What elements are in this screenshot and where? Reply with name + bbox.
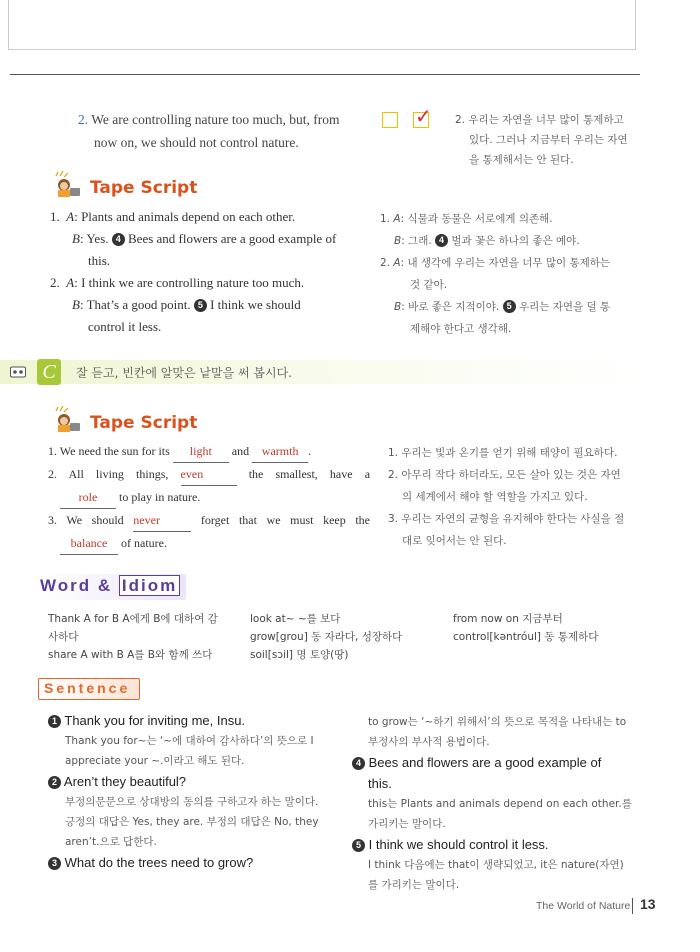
section-c-instruction: 잘 듣고, 빈칸에 알맞은 낱말을 써 봅시다. xyxy=(76,366,292,380)
number-badge: 4 xyxy=(435,234,448,247)
footer-divider xyxy=(632,898,633,914)
fill-in-sentences: 1. We need the sun for its light and warmth . 2. All living things, even the smallest, have a role to play in nature. 3. We should never forget that we must keep the balance of nature. xyxy=(48,440,370,555)
word-idiom-title: Word & Idiom xyxy=(40,576,180,596)
tape-script-title: Tape Script xyxy=(90,178,198,198)
sentence-right-column: to grow는 ‘~하기 위해서’의 뜻으로 목적을 나타내는 to 부정사의 부사적 용법이다. 4 Bees and flowers are a good example of this. this는 Plants and animals depend on each other.를 가리키는 말이다. 5 I think we should control it less. I think 다음에는 that이 생략되었고, it은 nature(자연) 를 가리키는 말이다. xyxy=(352,712,642,895)
tape-script-1-korean: 1. A: 식물과 동물은 서로에게 의존해. B: 그래. 4 벌과 꽃은 하나의 좋은 예야. 2. A: 내 생각에 우리는 자연을 너무 많이 통제하는 것 같아. B: 바로 좋은 지적이야. 5 우리는 자연을 덜 통 제해야 한다고 생각해. xyxy=(380,213,611,335)
reader-girl-icon xyxy=(46,405,86,433)
number-badge: 4 xyxy=(352,757,365,770)
top-rule xyxy=(10,74,640,75)
number-badge: 1 xyxy=(48,715,61,728)
section-c-badge: C xyxy=(37,359,61,385)
blank-answer[interactable]: role xyxy=(60,486,116,509)
vocab-column-1: Thank A for B A에게 B에 대하여 감 사하다 share A with B A를 B와 함께 쓰다 xyxy=(48,613,218,661)
footer-section-title: The World of Nature xyxy=(536,900,631,912)
sentence-title: Sentence xyxy=(44,680,131,696)
sentence-3: 3. We should never forget that we must keep the xyxy=(48,509,370,532)
number-badge: 4 xyxy=(112,233,125,246)
vocab-column-2: look at~ ~를 보다 grow[grou] 동 자라다, 성장하다 soil[sɔil] 명 토양(땅) xyxy=(250,613,403,661)
number-badge: 5 xyxy=(352,839,365,852)
sentence-2: 2. All living things, even the smallest, have a xyxy=(48,463,370,486)
number-badge: 5 xyxy=(503,300,516,313)
question-number: 2. xyxy=(78,112,89,127)
number-badge: 3 xyxy=(48,857,61,870)
cassette-icon xyxy=(10,365,26,384)
blank-answer[interactable]: balance xyxy=(60,532,118,555)
question-2: 2. We are controlling nature too much, but, from now on, we should not control nature. xyxy=(78,112,340,150)
tape-script-1-english: 1. A: Plants and animals depend on each other. B: Yes. 4 Bees and flowers are a good example of this. 2. A: I think we are controlling nature too much. B: That’s a good point. 5 I think we should control it less. xyxy=(50,209,337,334)
blank-answer[interactable]: never xyxy=(133,509,191,532)
sentence-left-column: 1 Thank you for inviting me, Insu. Thank you for~는 ‘~에 대하여 감사하다’의 뜻으로 I appreciate your ~.이라고 해도 된다. 2 Aren’t they beautiful? 부정의문문으로 상대방의 동의를 구하고자 하는 말이다. 긍정의 대답은 Yes, they are. 부정의 대답은 No, they aren’t.으로 답한다. 3 What do the trees need to grow? xyxy=(48,710,338,873)
vocab-column-3: from now on 지금부터 control[kəntróul] 동 통제하다 xyxy=(453,613,599,643)
number-badge: 5 xyxy=(194,299,207,312)
check-mark-icon: ✓ xyxy=(415,104,432,128)
reader-girl-icon xyxy=(46,170,86,198)
blank-answer[interactable]: warmth xyxy=(252,440,308,463)
question-2-korean: 2. 우리는 자연을 너무 많이 통제하고 있다. 그러나 지금부터 우리는 자연 을 통제해서는 안 된다. xyxy=(455,114,628,166)
fill-in-korean: 1. 우리는 빛과 온기를 얻기 위해 태양이 필요하다. 2. 아무리 작다 하더라도, 모든 살아 있는 것은 자연 의 세계에서 해야 할 역할을 가지고 있다. 3. 우리는 자연의 균형을 유지해야 한다는 사실을 절 대로 잊어서는 안 된다. xyxy=(388,447,625,547)
blank-answer[interactable]: light xyxy=(173,440,229,463)
blank-answer[interactable]: even xyxy=(181,463,237,486)
top-frame xyxy=(8,0,636,50)
answer-box-empty[interactable] xyxy=(382,112,398,128)
page-number: 13 xyxy=(640,896,656,912)
number-badge: 2 xyxy=(48,776,61,789)
tape-script-title: Tape Script xyxy=(90,413,198,433)
sentence-1: 1. We need the sun for its light and warmth . xyxy=(48,440,370,463)
